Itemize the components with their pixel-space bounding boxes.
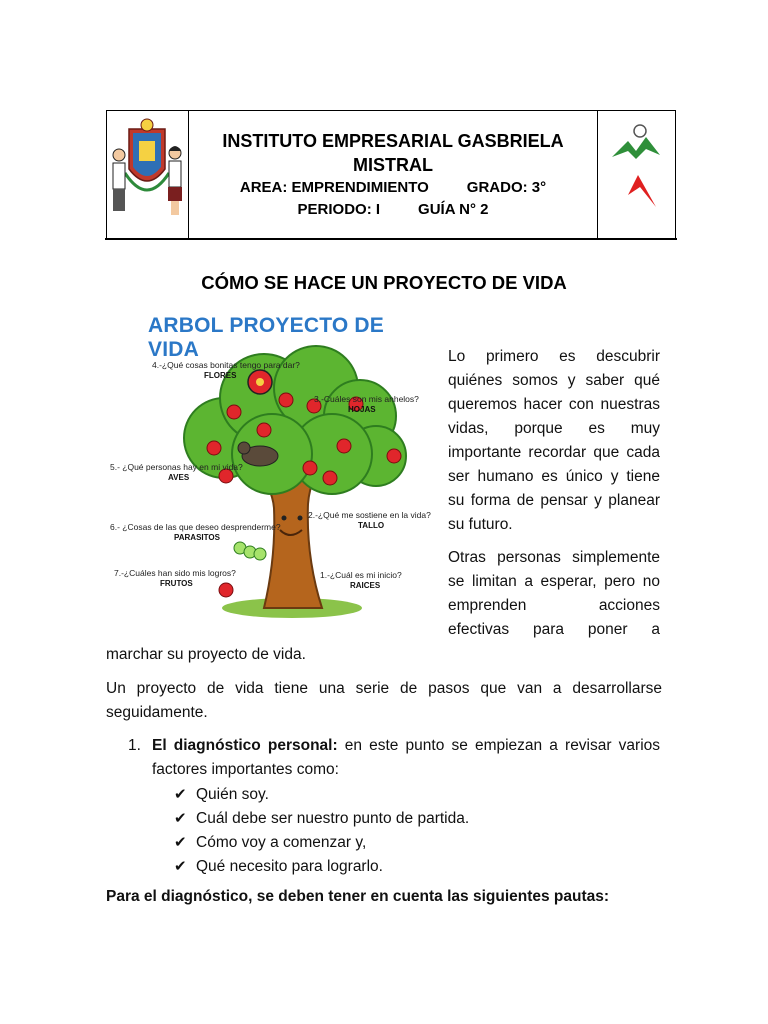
school-crest-cell <box>107 111 189 239</box>
tree-label-1: 1.-¿Cuál es mi inicio? RAICES <box>320 570 402 590</box>
tree-label-4: 4.-¿Qué cosas bonitas tengo para dar? FLORES <box>152 360 300 380</box>
tree-label-2: 2.-¿Qué me sostiene en la vida? TALLO <box>308 510 431 530</box>
paragraph-others: Otras personas simplemente se limitan a esperar, pero no emprenden acciones efectivas para poner a <box>448 549 660 638</box>
paragraph-others-end: marchar su proyecto de vida. <box>106 646 306 663</box>
institution-name: INSTITUTO EMPRESARIAL GASBRIELA MISTRAL <box>222 131 564 175</box>
list-item: ✔ Qué necesito para lograrlo. <box>174 855 469 879</box>
list-item: ✔ Cómo voy a comenzar y, <box>174 831 469 855</box>
header-table <box>106 110 676 240</box>
steps-list: 1. El diagnóstico personal: en este punto se empiezan a revisar varios factores importantes como: <box>128 737 661 778</box>
period-label: PERIODO: I <box>297 201 381 218</box>
caterpillar-icon <box>234 542 266 560</box>
tree-label-7: 7.-¿Cuáles han sido mis logros? FRUTOS <box>114 568 236 588</box>
checkmark-icon: ✔ <box>174 858 187 875</box>
list-item: ✔ Quién soy. <box>174 783 469 807</box>
tree-label-6: 6.- ¿Cosas de las que deseo desprenderme? PARASITOS <box>110 522 281 542</box>
logo-cell <box>597 111 675 239</box>
page-title: CÓMO SE HACE UN PROYECTO DE VIDA <box>201 272 567 293</box>
header-text <box>189 129 597 221</box>
guide-label: GUÍA N° 2 <box>418 201 489 218</box>
tree-label-5: 5.- ¿Qué personas hay en mi vida? AVES <box>110 462 243 482</box>
checkmark-icon: ✔ <box>174 786 187 803</box>
check-list <box>174 783 469 879</box>
checkmark-icon: ✔ <box>174 810 187 827</box>
list-item-text: en este punto se empiezan a revisar varios factores importantes como: <box>152 737 661 778</box>
area-label: AREA: EMPRENDIMIENTO <box>239 179 429 196</box>
life-project-tree-figure <box>104 308 434 624</box>
tree-title: ARBOL PROYECTO DE VIDA <box>148 314 384 361</box>
tree-label-3: 3.-Cuáles son mis anhelos? HOJAS <box>314 394 419 414</box>
school-crest-icon <box>107 111 187 239</box>
paragraph-intro: Lo primero es descubrir quiénes somos y saber qué queremos hacer con nuestras vidas, porque es muy importante recordar que cada ser humano es único y tiene su forma de pensar y planear su futuro. <box>448 348 660 533</box>
mountain-logo-icon <box>598 111 674 239</box>
grade-label: GRADO: 3° <box>466 179 547 196</box>
list-item-title: El diagnóstico personal: <box>152 737 338 754</box>
paragraph-steps: Un proyecto de vida tiene una serie de pasos que van a desarrollarse seguidamente. <box>106 680 662 721</box>
diagnostic-note: Para el diagnóstico, se deben tener en cuenta las siguientes pautas: <box>106 888 610 905</box>
list-item: ✔ Cuál debe ser nuestro punto de partida. <box>174 807 469 831</box>
checkmark-icon: ✔ <box>174 834 187 851</box>
